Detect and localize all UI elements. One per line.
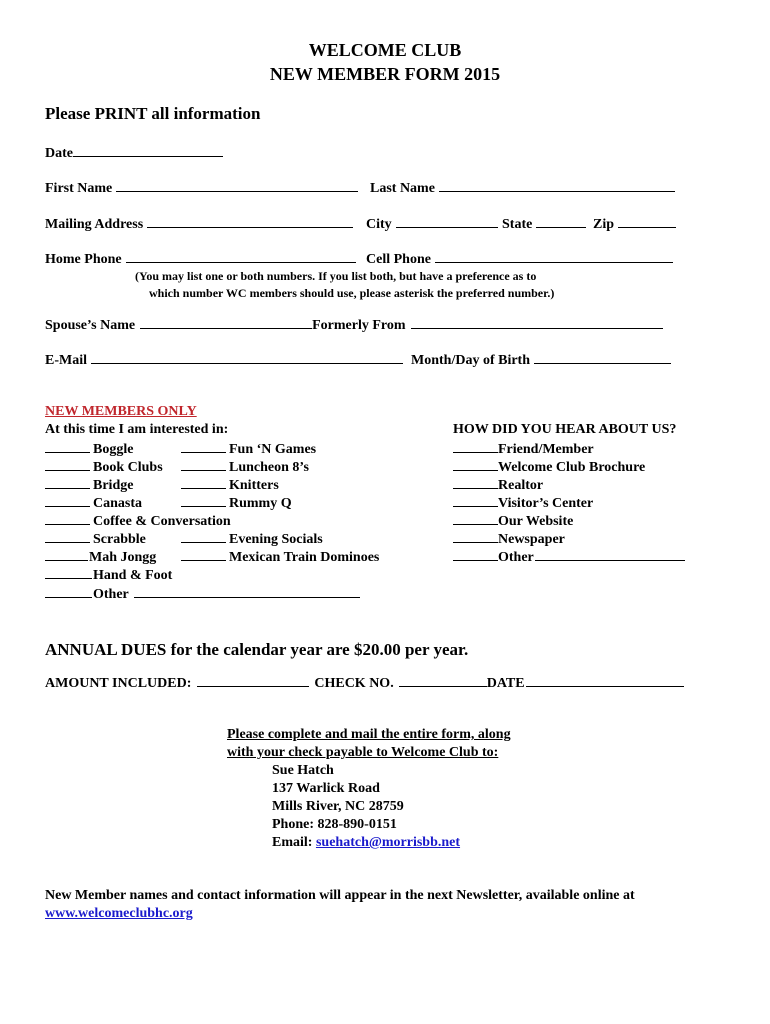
interest-option[interactable]: Canasta [45,494,142,512]
first-name-field[interactable] [116,178,358,192]
birth-field[interactable] [534,350,671,364]
interest-option-other[interactable]: Other [45,584,360,603]
hear-option-other[interactable]: Other [453,548,688,566]
mailing-address-field[interactable] [147,214,353,228]
mailing-address-label: Mailing Address [45,217,144,232]
interest-option[interactable]: Bridge [45,476,133,494]
state-field[interactable] [536,214,586,228]
hear-option[interactable]: Friend/Member [453,440,594,458]
form-title-line2: NEW MEMBER FORM 2015 [269,64,501,84]
hear-option[interactable]: Our Website [453,512,573,530]
mail-instruction-line1: Please complete and mail the entire form, along [227,727,511,742]
interest-option[interactable]: Scrabble [45,530,146,548]
birth-label: Month/Day of Birth [411,353,530,368]
dues-date-label: DATE [486,676,525,691]
email-label: E-Mail [45,353,87,368]
email-field[interactable] [91,350,403,364]
interest-option[interactable]: Evening Socials [181,530,323,548]
hear-other-field[interactable] [535,548,685,561]
spouse-name-label: Spouse’s Name [45,318,136,333]
zip-field[interactable] [618,214,676,228]
formerly-from-label: Formerly From [312,318,406,333]
interest-option[interactable]: Coffee & Conversation [45,512,231,530]
home-phone-label: Home Phone [45,252,122,267]
formerly-from-field[interactable] [411,315,663,329]
interest-option[interactable]: Fun ‘N Games [181,440,316,458]
date-label: Date [45,146,73,161]
mail-phone: Phone: 828-890-0151 [272,817,397,832]
city-field[interactable] [396,214,498,228]
print-instruction: Please PRINT all information [45,104,261,123]
interest-option[interactable]: Rummy Q [181,494,292,512]
hear-option[interactable]: Newspaper [453,530,565,548]
mail-city: Mills River, NC 28759 [272,799,404,814]
state-label: State [502,217,533,232]
newsletter-note: New Member names and contact information will appear in the next Newsletter, available online at [45,888,635,903]
interest-option[interactable]: Mexican Train Dominoes [181,548,379,566]
interest-heading: At this time I am interested in: [45,422,229,437]
mail-instruction-line2: with your check payable to Welcome Club to: [227,745,499,760]
hear-option[interactable]: Visitor’s Center [453,494,593,512]
mail-name: Sue Hatch [272,763,334,778]
last-name-field[interactable] [439,178,675,192]
new-members-heading: NEW MEMBERS ONLY [45,404,197,419]
mail-email-link[interactable]: suehatch@morrisbb.net [315,835,461,850]
mail-street: 137 Warlick Road [272,781,380,796]
date-field[interactable] [73,143,223,157]
interest-option[interactable]: Luncheon 8’s [181,458,309,476]
cell-phone-label: Cell Phone [366,252,431,267]
interest-option[interactable]: Hand & Foot [45,566,172,584]
interest-option[interactable]: Knitters [181,476,279,494]
cell-phone-field[interactable] [435,249,673,263]
hear-option[interactable]: Welcome Club Brochure [453,458,645,476]
spouse-name-field[interactable] [140,315,312,329]
zip-label: Zip [593,217,615,232]
website-link[interactable]: www.welcomeclubhc.org [45,906,193,921]
home-phone-field[interactable] [126,249,356,263]
check-no-field[interactable] [399,674,487,687]
interest-option[interactable]: Book Clubs [45,458,163,476]
dues-date-field[interactable] [526,674,684,687]
interest-other-field[interactable] [134,584,360,598]
phone-note-line1: (You may list one or both numbers. If you list both, but have a preference as to [135,269,537,283]
interest-option[interactable]: Mah Jongg [45,548,156,566]
amount-label: AMOUNT INCLUDED: [45,676,192,691]
hear-about-heading: HOW DID YOU HEAR ABOUT US? [453,422,677,437]
form-title-line1: WELCOME CLUB [308,40,462,60]
hear-option[interactable]: Realtor [453,476,543,494]
interest-option[interactable]: Boggle [45,440,133,458]
mail-email-label: Email: [272,835,313,850]
first-name-label: First Name [45,181,113,196]
city-label: City [366,217,392,232]
annual-dues-text: ANNUAL DUES for the calendar year are $20.00 per year. [45,640,469,659]
last-name-label: Last Name [370,181,435,196]
phone-note-line2: which number WC members should use, please asterisk the preferred number.) [149,286,555,300]
check-no-label: CHECK NO. [314,676,394,691]
amount-field[interactable] [197,674,309,687]
